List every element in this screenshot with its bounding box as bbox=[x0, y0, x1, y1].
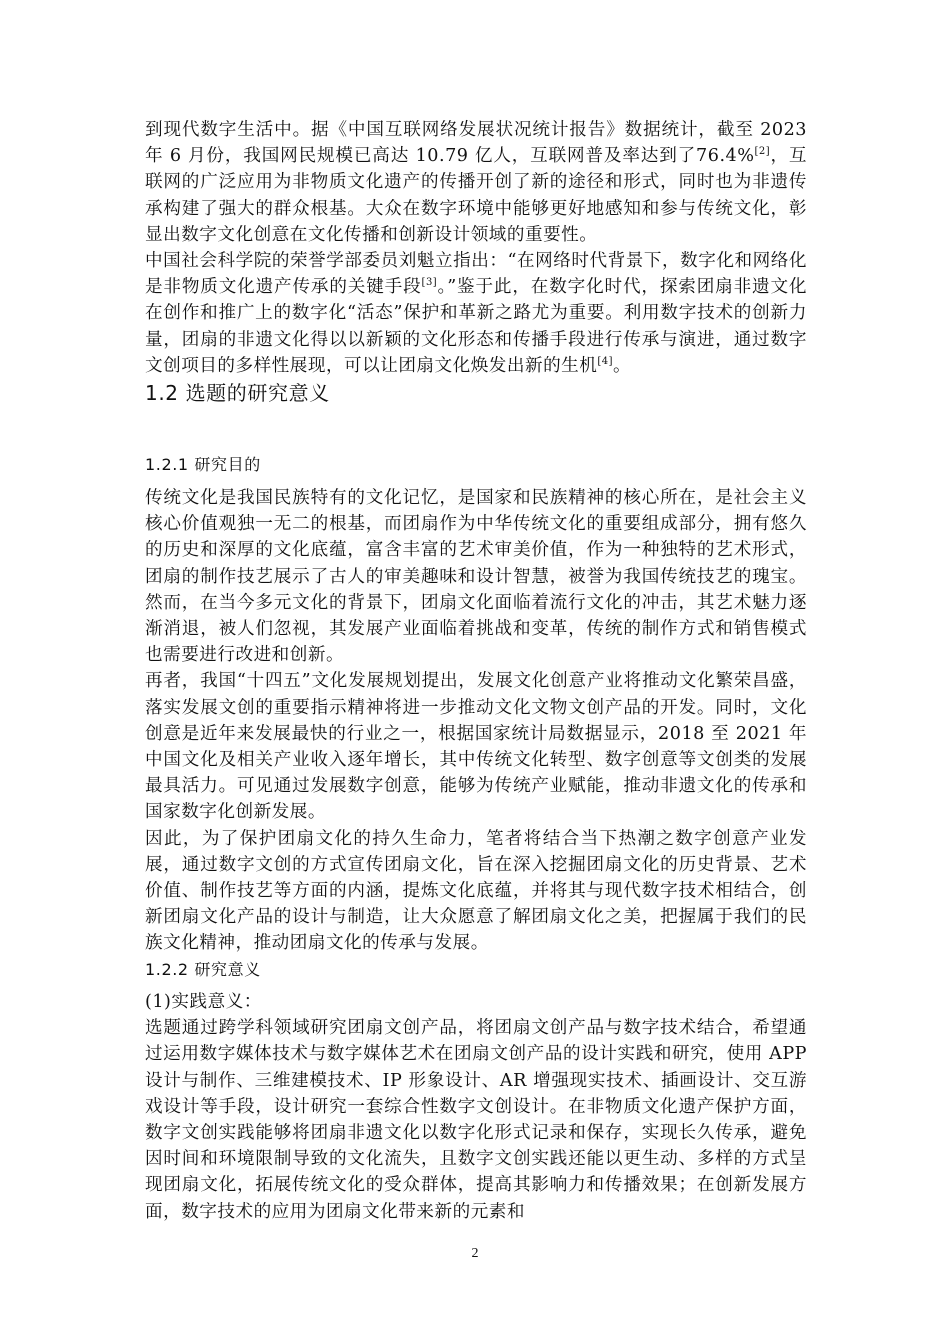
page-number: 2 bbox=[471, 1246, 479, 1261]
intro-continuation bbox=[145, 117, 807, 379]
research-purpose-body bbox=[145, 485, 807, 957]
citation-ref[interactable]: [2] bbox=[754, 146, 771, 158]
paragraph: 到现代数字生活中。据《中国互联网络发展状况统计报告》数据统计，截至 2023 年 6 月份，我国网民规模已高达 10.79 亿人，互联网普及率达到了76.4%[2]，互联网的广泛应用为非物质文化遗产的传播开创了新的途径和形式，同时也为非遗传承构建了强大的群众根基。大众在数字环境中能够更好地感知和参与传统文化，彰显出数字文化创意在文化传播和创新设计领域的重要性。 bbox=[145, 120, 807, 245]
research-significance-body bbox=[145, 989, 807, 1225]
paragraph: 再者，我国“十四五”文化发展规划提出，发展文化创意产业将推动文化繁荣昌盛，落实发展文创的重要指示精神将进一步推动文化文物文创产品的开发。同时，文化创意是近年来发展最快的行业之一，根据国家统计局数据显示，2018 至 2021 年中国文化及相关产业收入逐年增长，其中传统文化转型、数字创意等文创类的发展最具活力。可见通过发展数字创意，能够为传统产业赋能，推动非遗文化的传承和国家数字化创新发展。 bbox=[145, 671, 807, 823]
citation-ref[interactable]: [4] bbox=[597, 355, 614, 367]
citation-ref[interactable]: [3] bbox=[421, 277, 438, 289]
paragraph: (1)实践意义： bbox=[145, 992, 262, 1012]
paragraph: 中国社会科学院的荣誉学部委员刘魁立指出：“在网络时代背景下，数字化和网络化是非物质文化遗产传承的关键手段[3]。”鉴于此，在数字化时代，探索团扇非遗文化在创作和推广上的数字化“活态”保护和革新之路尤为重要。利用数字技术的创新力量，团扇的非遗文化得以以新颖的文化形态和传播手段进行传承与演进，通过数字文创项目的多样性展现，可以让团扇文化焕发出新的生机[4]。 bbox=[145, 251, 807, 376]
paragraph: 传统文化是我国民族特有的文化记忆，是国家和民族精神的核心所在，是社会主义核心价值观独一无二的根基，而团扇作为中华传统文化的重要组成部分，拥有悠久的历史和深厚的文化底蕴，富含丰富的艺术审美价值，作为一种独特的艺术形式，团扇的制作技艺展示了古人的审美趣味和设计智慧，被誉为我国传统技艺的瑰宝。然而，在当今多元文化的背景下，团扇文化面临着流行文化的冲击，其艺术魅力逐渐消退，被人们忽视，其发展产业面临着挑战和变革，传统的制作方式和销售模式也需要进行改进和创新。 bbox=[145, 488, 807, 666]
subsection-heading-1-2-1: 1.2.1 研究目的 bbox=[145, 455, 261, 474]
paragraph: 选题通过跨学科领域研究团扇文创产品，将团扇文创产品与数字技术结合，希望通过运用数字媒体技术与数字媒体艺术在团扇文创产品的设计实践和研究，使用 APP 设计与制作、三维建模技术、IP 形象设计、AR 增强现实技术、插画设计、交互游戏设计等手段，设计研究一套综合性数字文创设计。在非物质文化遗产保护方面，数字文创实践能够将团扇非遗文化以数字化形式记录和保存，实现长久传承，避免因时间和环境限制导致的文化流失，且数字文创实践还能以更生动、多样的方式呈现团扇文化，拓展传统文化的受众群体，提高其影响力和传播效果；在创新发展方面，数字技术的应用为团扇文化带来新的元素和 bbox=[145, 1018, 807, 1222]
paragraph: 因此，为了保护团扇文化的持久生命力，笔者将结合当下热潮之数字创意产业发展，通过数字文创的方式宣传团扇文化，旨在深入挖掘团扇文化的历史背景、艺术价值、制作技艺等方面的内涵，提炼文化底蕴，并将其与现代数字技术相结合，创新团扇文化产品的设计与制造，让大众愿意了解团扇文化之美，把握属于我们的民族文化精神，推动团扇文化的传承与发展。 bbox=[145, 828, 807, 954]
subsection-heading-1-2-2: 1.2.2 研究意义 bbox=[145, 960, 261, 979]
section-heading-1-2: 1.2 选题的研究意义 bbox=[145, 381, 330, 405]
